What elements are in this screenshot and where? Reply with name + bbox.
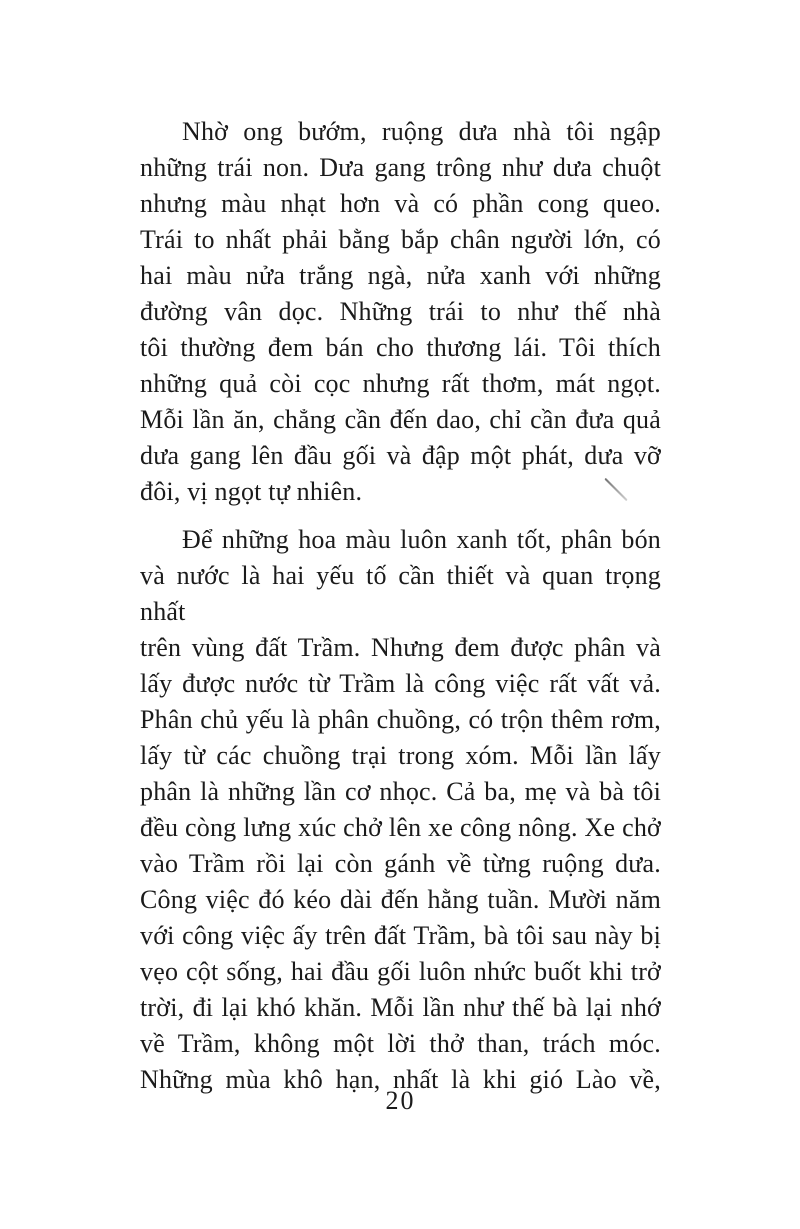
text-line: Công việc đó kéo dài đến hằng tuần. Mười năm (140, 885, 661, 914)
text-line: vẹo cột sống, hai đầu gối luôn nhức buốt khi trở (140, 957, 661, 986)
text-line: đường vân dọc. Những trái to như thế nhà (140, 297, 661, 326)
text-line: nhưng màu nhạt hơn và có phần cong queo. (140, 189, 661, 218)
text-line: tôi thường đem bán cho thương lái. Tôi thích (140, 333, 661, 362)
text-line: đôi, vị ngọt tự nhiên. (140, 477, 363, 506)
text-line: đều còng lưng xúc chở lên xe công nông. Xe chở (140, 813, 661, 842)
text-line: lấy từ các chuồng trại trong xóm. Mỗi lần lấy (140, 741, 661, 770)
text-line: phân là những lần cơ nhọc. Cả ba, mẹ và bà tôi (140, 777, 661, 806)
text-block (140, 114, 661, 1098)
text-line: những quả còi cọc nhưng rất thơm, mát ngọt. (140, 369, 661, 398)
text-line: những trái non. Dưa gang trông như dưa chuột (140, 153, 661, 182)
text-line: Mỗi lần ăn, chẳng cần đến dao, chỉ cần đưa quả (140, 405, 661, 434)
text-line: Trái to nhất phải bằng bắp chân người lớn, có (140, 225, 661, 254)
text-line: về Trầm, không một lời thở than, trách móc. (140, 1029, 661, 1058)
text-line: dưa gang lên đầu gối và đập một phát, dưa vỡ (140, 441, 661, 470)
text-line: lấy được nước từ Trầm là công việc rất vất vả. (140, 669, 661, 698)
text-line: và nước là hai yếu tố cần thiết và quan trọng nhất (140, 561, 661, 626)
text-line: Để những hoa màu luôn xanh tốt, phân bón (182, 525, 661, 554)
text-line: Phân chủ yếu là phân chuồng, có trộn thêm rơm, (140, 705, 661, 734)
paragraph-1 (140, 114, 661, 510)
paragraph-2 (140, 522, 661, 1098)
text-line: Những mùa khô hạn, nhất là khi gió Lào về, (140, 1065, 661, 1094)
text-line: Nhờ ong bướm, ruộng dưa nhà tôi ngập (182, 117, 661, 146)
text-line: hai màu nửa trắng ngà, nửa xanh với những (140, 261, 661, 290)
text-line: trời, đi lại khó khăn. Mỗi lần như thế bà lại nhớ (140, 993, 661, 1022)
text-line: với công việc ấy trên đất Trầm, bà tôi sau này bị (140, 921, 661, 950)
text-line: vào Trầm rồi lại còn gánh về từng ruộng dưa. (140, 849, 661, 878)
page-number: 20 (385, 1086, 416, 1115)
text-line: trên vùng đất Trầm. Nhưng đem được phân và (140, 633, 661, 662)
